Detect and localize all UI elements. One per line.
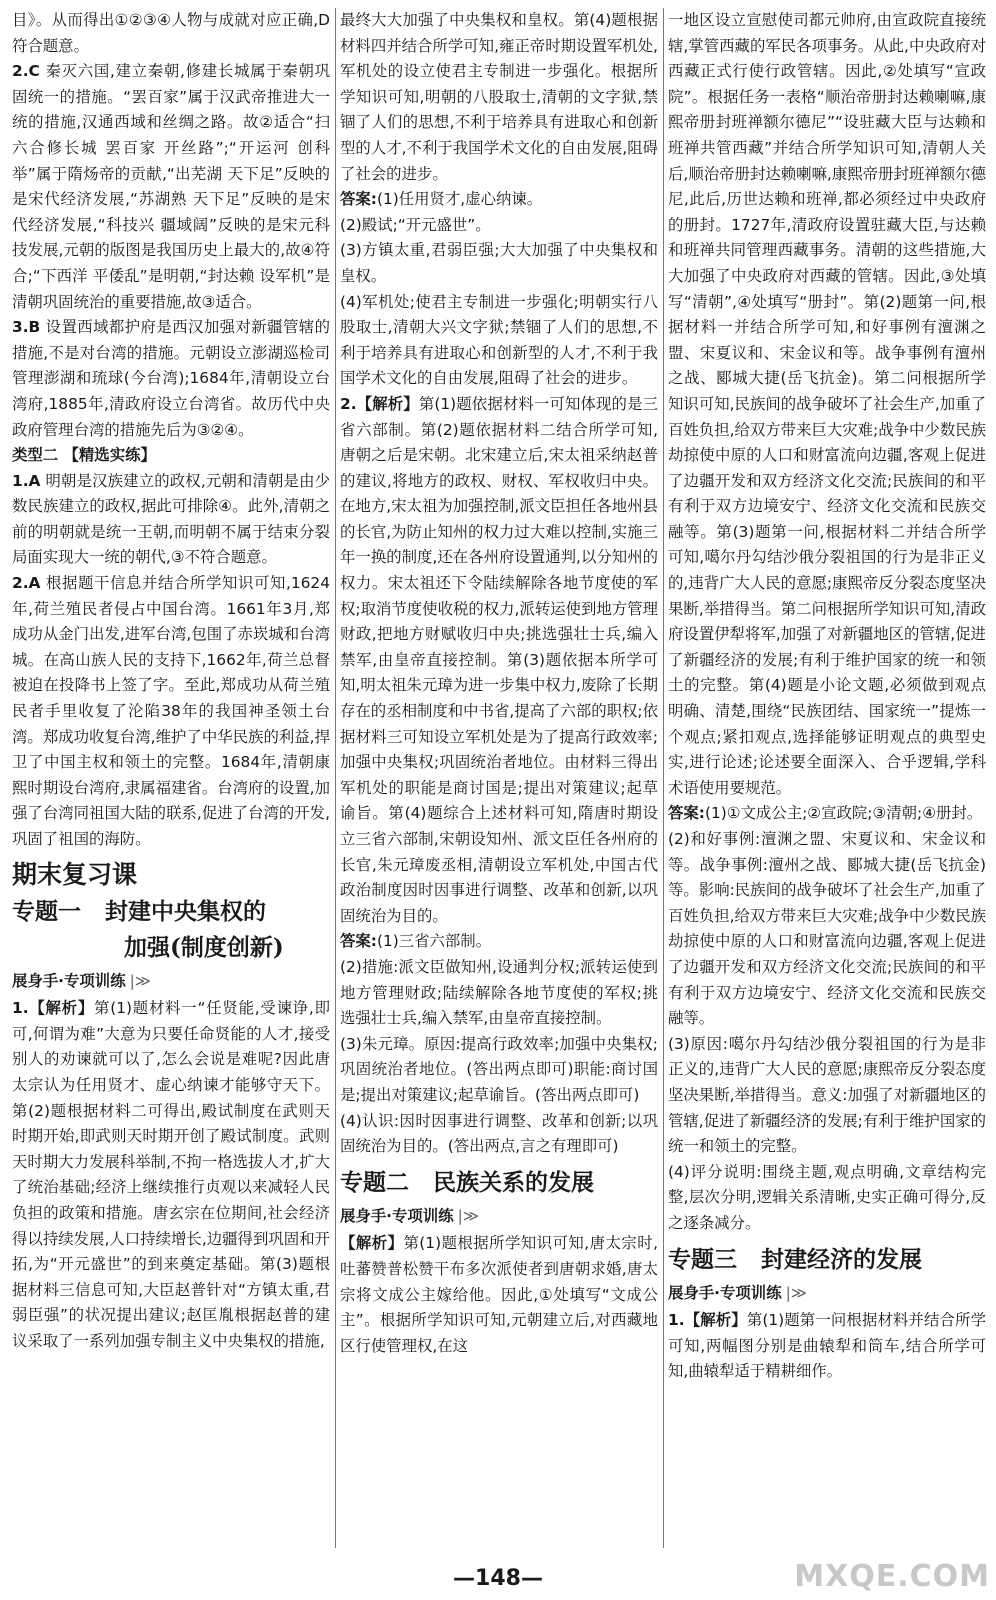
analysis-text: 第(1)题材料一“任贤能,受谏诤,即可,何谓为难”大意为只要任命贤能的人才,接受别人的劝谏就可以了,怎么会说是难呢?因此唐太宗认为任用贤才、虚心纳谏才能够守天下。第(2)题根据材料二可得出,殿试制度在武则天时期开始,即武则天时期开创了殿试制度。武则天时期大力发展科举制,不拘一格选拔人才,扩大了统治基础;经济上继续推行贞观以来减轻人民负担的政策和措施。唐玄宗在位期间,社会经济得以持续发展,人口持续增长,边疆得到巩固和开拓,为“开元盛世”的到来奠定基础。第(3)题根据材料三信息可知,大臣赵普针对“方镇太重,君弱臣强”的状况提出建议;赵匡胤根据赵普的建议采取了一系列加强专制主义中央集权的措施, [12,999,330,1350]
question-2 [12,59,330,315]
topic1-title [12,895,330,929]
practice-1 [12,469,330,571]
topic-label: 专题三 [668,1245,737,1273]
watermark: MXQE.COM [794,1559,990,1595]
question-3 [12,315,330,443]
chevron-right-icon: |≫ [129,971,151,990]
drill-heading [340,1204,658,1230]
type-heading: 类型二 【精选实练】 [12,446,156,465]
question-text: 根据题干信息并结合所学知识可知,1624年,荷兰殖民者侵占中国台湾。1661年3月,郑成功从金门出发,进军台湾,包围了赤崁城和台湾城。在高山族人民的支持下,1662年,荷兰总督被迫在投降书上签了字。至此,郑成功从荷兰殖民者手里收复了沦陷38年的我国神圣领土台湾。郑成功收复台湾,维护了中华民族的利益,捍卫了中国主权和领土的完整。1684年,清朝康熙时期设台湾府,隶属福建省。台湾府的设置,加强了台湾同祖国大陆的联系,促进了台湾的开发,巩固了祖国的海防。 [12,574,330,848]
question-number: 3.B [12,318,41,337]
analysis-label: 1.【解析】 [668,1311,747,1330]
analysis-continued: 一地区设立宣慰使司都元帅府,由宣政院直接统辖,掌管西藏的军民各项事务。从此,中央政府对西藏正式行使行政管辖。因此,②处填写“宣政院”。根据任务一表格“顺治帝册封达赖喇嘛,康熙帝册封班禅额尔德尼”“设驻藏大臣与达赖和班禅共管西藏”并结合所学知识可知,清朝人关后,顺治帝册封达赖喇嘛,康熙帝册封班禅额尔德尼,此后,历世达赖和班禅,都必须经过中央政府的册封。1727年,清政府设置驻藏大臣,与达赖和班禅共同管理西藏事务。清朝的这些措施,大大加强了中央政府对西藏的管辖。因此,③处填写“清朝”,④处填写“册封”。第(2)题第一问,根据材料一并结合所学可知,和好事例有澶渊之盟、宋夏议和、宋金议和等。战争事例有澶州之战、郾城大捷(岳飞抗金)。第二问根据所学知识可知,民族间的战争破坏了社会生产,加重了百姓负担,给双方带来巨大灾难;战争中少数民族劫掠使中原的人口和财富流向边疆,客观上促进了边疆开发和双方经济文化交流;民族间的和平有利于双方边境安宁、经济文化交流和民族交融等。第(3)题第一问,根据材料二并结合所学可知,噶尔丹勾结沙俄分裂祖国的行为是非正义的,违背广大人民的意愿;康熙帝反分裂态度坚决果断,举措得当。第二问根据所学知识可知,清政府设置伊犁将军,加强了对新疆地区的管辖,促进了新疆经济的发展;有利于维护国家的统一和领土的完整。第(4)题是小论文题,必须做到观点明确、清楚,围绕“民族团结、国家统一”提炼一个观点;紧扣观点,选择能够证明观点的典型史实,进行论述;论述要全面深入、合乎逻辑,学科术语使用要规范。 [668,11,986,797]
page-number: —148— [453,1566,543,1591]
answer-3: (3)方镇太重,君弱臣强;大大加强了中央集权和皇权。 [340,241,658,285]
question-text: 秦灭六国,建立秦朝,修建长城属于秦朝巩固统一的措施。“罢百家”属于汉武帝推进大一统的措施,汉通西域和丝绸之路。故②适合“扫六合修长城 罢百家 开丝路”;“开运河 创科举”属于隋炀帝的贡献,“出芜湖 天下足”反映的是宋代经济发展,“苏湖熟 天下足”反映的是宋代经济发展,“科技兴 疆域阔”反映的是宋元科技发展,元朝的版图是我国历史上最大的,故④符合;“下西洋 平倭乱”是明朝,“封达赖 设军机”是清朝巩固统治的重要措施,故③适合。 [12,62,330,311]
analysis-text: 第(1)题根据所学知识可知,唐太宗时,吐蕃赞普松赞干布多次派使者到唐朝求婚,唐太宗将文成公主嫁给他。因此,①处填写“文成公主”。根据所学知识可知,元朝建立后,对西藏地区行使管理权,在这 [340,1234,658,1355]
analysis-text: 第(1)题依据材料一可知体现的是三省六部制。第(2)题依据材料二结合所学可知,唐朝之后是宋朝。北宋建立后,宋太祖采纳赵普的建议,将地方的政权、财权、军权收归中央。在地方,宋太祖为加强控制,派文臣担任各地州县的长官,为防止知州的权力过大难以控制,实施三年一换的制度,还在各州府设置通判,以分知州的权力。宋太祖还下令陆续解除各地节度使的军权;取消节度使收税的权力,派转运使到地方管理财政,把地方财赋收归中央;挑选强壮士兵,编入禁军,由皇帝直接控制。第(3)题依据本所学可知,明太祖朱元璋为进一步集中权力,废除了长期存在的丞相制度和中书省,提高了六部的职权;依据材料三可知设立军机处是为了提高行政效率;加强中央集权;巩固统治者地位。由材料三得出军机处的职能是商讨国是;提出对策建议;起草谕旨。第(4)题综合上述材料可知,隋唐时期设立三省六部制,宋朝设知州、派文臣任各州府的长官,朱元璋废丞相,清朝设立军机处,中国古代政治制度因时因事进行调整、改革和创新,以巩固统治为目的。 [340,394,658,925]
chevron-right-icon: |≫ [785,1283,807,1302]
topic-label: 专题一 [12,897,81,925]
answer-label: 答案: [340,932,377,951]
drill-heading [12,969,330,995]
question-number: 2.C [12,62,40,81]
column-right [668,8,986,1385]
topic-label: 专题二 [340,1168,409,1196]
column-divider-2 [663,8,664,1548]
answer-d4: (4)评分说明:围绕主题,观点明确,文章结构完整,层次分明,逻辑关系清晰,史实正确可得分,反之逐条减分。 [668,1162,986,1232]
practice-2 [12,571,330,853]
topic1-subtitle: 加强(制度创新) [124,933,284,961]
analysis-2 [340,392,658,929]
drill-label: 展身手·专项训练 [668,1283,782,1302]
drill-label: 展身手·专项训练 [12,971,126,990]
analysis-label: 【解析】 [340,1234,404,1253]
topic3-title [668,1243,986,1277]
analysis-1 [12,996,330,1354]
answer-label: 答案: [340,190,377,209]
answer-text: (1)①文成公主;②宣政院;③清朝;④册封。 [704,804,983,823]
column-divider-1 [335,8,336,1548]
question-text: 明朝是汉族建立的政权,元朝和清朝是由少数民族建立的政权,据此可排除④。此外,清朝之前的明朝就是统一王朝,而明朝不属于结束分裂局面实现大一统的朝代,③不符合题意。 [12,471,330,567]
question-number: 1.A [12,471,41,490]
answer-text: (1)三省六部制。 [376,932,492,951]
question-number: 2.A [12,574,41,593]
answer-label: 答案: [668,804,705,823]
column-left [12,8,330,1355]
topic-name: 封建中央集权的 [105,897,266,925]
answer-2: (2)殿试;“开元盛世”。 [340,215,491,234]
analysis-label: 2.【解析】 [340,394,419,413]
topic2-title [340,1166,658,1200]
analysis-3 [340,1231,658,1359]
drill-label: 展身手·专项训练 [340,1206,454,1225]
answer-1 [340,187,658,213]
analysis-label: 1.【解析】 [12,999,95,1018]
answer-4: (4)军机处;使君主专制进一步强化;明朝实行八股取士,清朝大兴文字狱;禁锢了人们的思想,不利于培养具有进取心和创新型的人才,不利于我国学术文化的自由发展,阻碍了社会的进步。 [340,292,658,388]
column-middle [340,8,658,1359]
answer-d2: (2)和好事例:澶渊之盟、宋夏议和、宋金议和等。战争事例:澶州之战、郾城大捷(岳飞抗金)等。影响:民族间的战争破坏了社会生产,加重了百姓负担,给双方带来巨大灾难;战争中少数民族劫掠使中原的人口和财富流向边疆,客观上促进了边疆开发和双方经济文化交流;民族间的和平有利于双方边境安宁、经济文化交流和民族交融等。 [668,830,986,1028]
drill-heading [668,1281,986,1307]
topic-name: 民族关系的发展 [433,1168,594,1196]
answer-b4: (4)认识:因时因事进行调整、改革和创新;以巩固统治为目的。(答出两点,言之有理即可) [340,1111,658,1156]
answer-d1 [668,801,986,827]
analysis-continued: 最终大大加强了中央集权和皇权。第(4)题根据材料四并结合所学可知,雍正帝时期设置军机处,军机处的设立使君主专制进一步强化。根据所学知识可知,明朝的八股取士,清朝的文字狱,禁锢了人们的思想,不利于培养具有进取心和创新型的人才,不利于我国学术文化的自由发展,阻碍了社会的进步。 [340,11,658,183]
analysis-text: 第(1)题第一问根据材料并结合所学可知,两幅图分别是曲辕犁和筒车,结合所学可知,曲辕犁适于精耕细作。 [668,1311,986,1381]
topic-name: 封建经济的发展 [761,1245,922,1273]
review-title: 期末复习课 [12,859,138,889]
answer-text: (1)任用贤才,虚心纳谏。 [376,190,543,209]
answer-b1 [340,929,658,955]
question-text: 设置西域都护府是西汉加强对新疆管辖的措施,不是对台湾的措施。元朝设立澎湖巡检司管理澎湖和琉球(今台湾);1684年,清朝设立台湾府,1885年,清政府设立台湾省。故历代中央政府管理台湾的措施先后为③②④。 [12,318,330,439]
analysis-4 [668,1308,986,1385]
answer-b2: (2)措施:派文臣做知州,设通判分权;派转运使到地方管理财政;陆续解除各地节度使的军权;挑选强壮士兵,编入禁军,由皇帝直接控制。 [340,957,658,1028]
chevron-right-icon: |≫ [457,1206,479,1225]
answer-d3: (3)原因:噶尔丹勾结沙俄分裂祖国的行为是非正义的,违背广大人民的意愿;康熙帝反分裂态度坚决果断,举措得当。意义:加强了对新疆地区的管辖,促进了新疆经济的发展;有利于维护国家的统一和领土的完整。 [668,1034,986,1156]
answer-text: 目》。从而得出①②③④人物与成就对应正确,D符合题意。 [12,11,330,55]
answer-b3: (3)朱元璋。原因:提高行政效率;加强中央集权;巩固统治者地位。(答出两点即可)职能:商讨国是;提出对策建议;起草谕旨。(答出两点即可) [340,1034,658,1104]
